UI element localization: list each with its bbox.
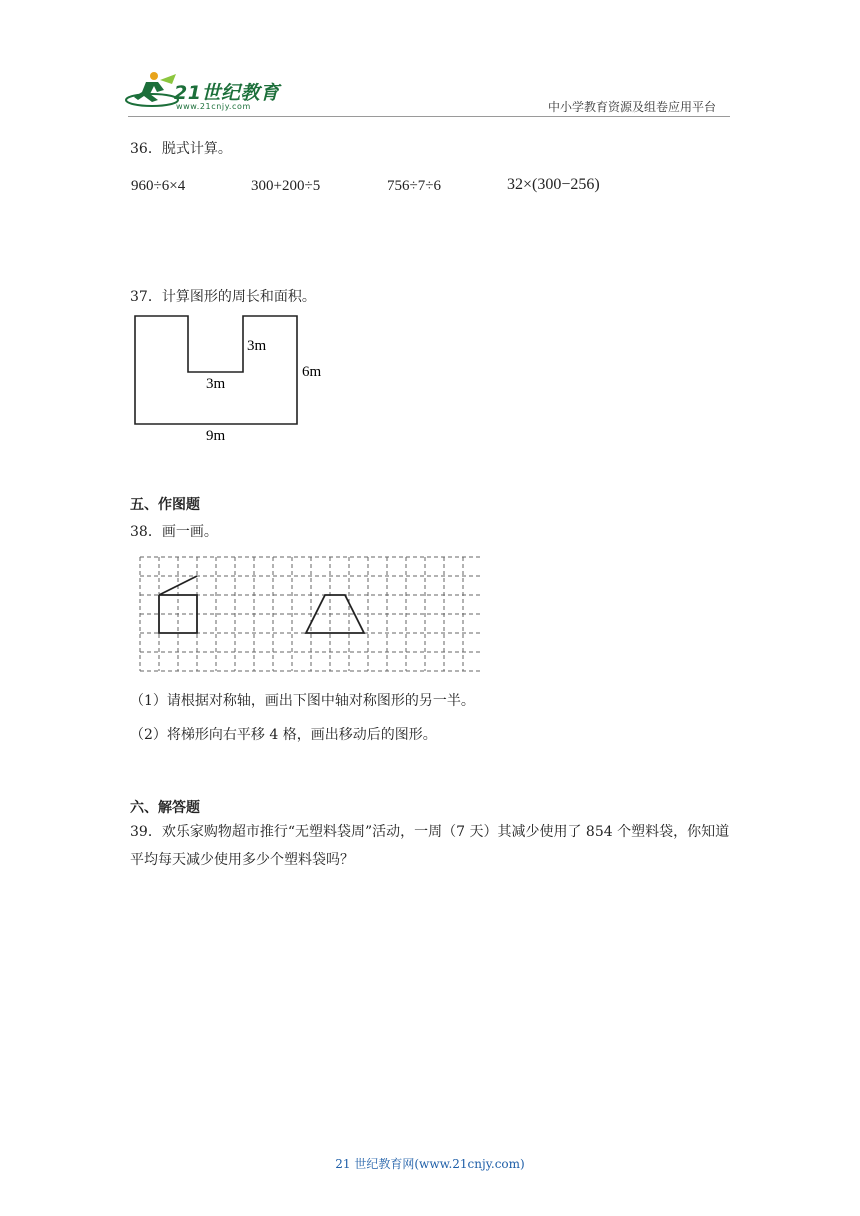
header-platform-text: 中小学教育资源及组卷应用平台	[548, 100, 717, 114]
logo-text: 21世纪教育	[174, 82, 280, 104]
dashed-grid-figure	[130, 550, 480, 675]
question-38-title: 38．画一画。	[130, 524, 218, 540]
logo-url: www.21cnjy.com	[176, 102, 251, 111]
label-inner-height: 3m	[247, 338, 267, 354]
question-39-text: 39．欢乐家购物超市推行“无塑料袋周”活动，一周（7 天）其减少使用了 854 个塑料袋，你知道平均每天减少使用多少个塑料袋吗？	[130, 824, 730, 868]
footer-link[interactable]: 21 世纪教育网(www.21cnjy.com)	[335, 1157, 525, 1171]
header-divider	[128, 116, 730, 117]
expression-1: 960÷6×4	[131, 178, 186, 194]
trapezoid-shape	[306, 595, 364, 633]
expression-4: 32×(300−256)	[507, 176, 600, 193]
question-38-sub-2: （2）将梯形向右平移 4 格，画出移动后的图形。	[130, 727, 437, 743]
section-6-title: 六、解答题	[130, 800, 200, 816]
label-inner-width: 3m	[206, 376, 226, 392]
half-symmetric-shape	[159, 576, 197, 633]
u-shape-figure	[126, 308, 336, 448]
question-37-title: 37．计算图形的周长和面积。	[130, 289, 316, 305]
question-38-sub-1: （1）请根据对称轴，画出下图中轴对称图形的另一半。	[130, 693, 475, 709]
question-36-title: 36．脱式计算。	[130, 141, 232, 157]
label-width: 9m	[206, 428, 226, 444]
expression-3: 756÷7÷6	[387, 178, 441, 194]
expression-2: 300+200÷5	[251, 178, 321, 194]
label-height: 6m	[302, 364, 322, 380]
section-5-title: 五、作图题	[130, 497, 200, 513]
